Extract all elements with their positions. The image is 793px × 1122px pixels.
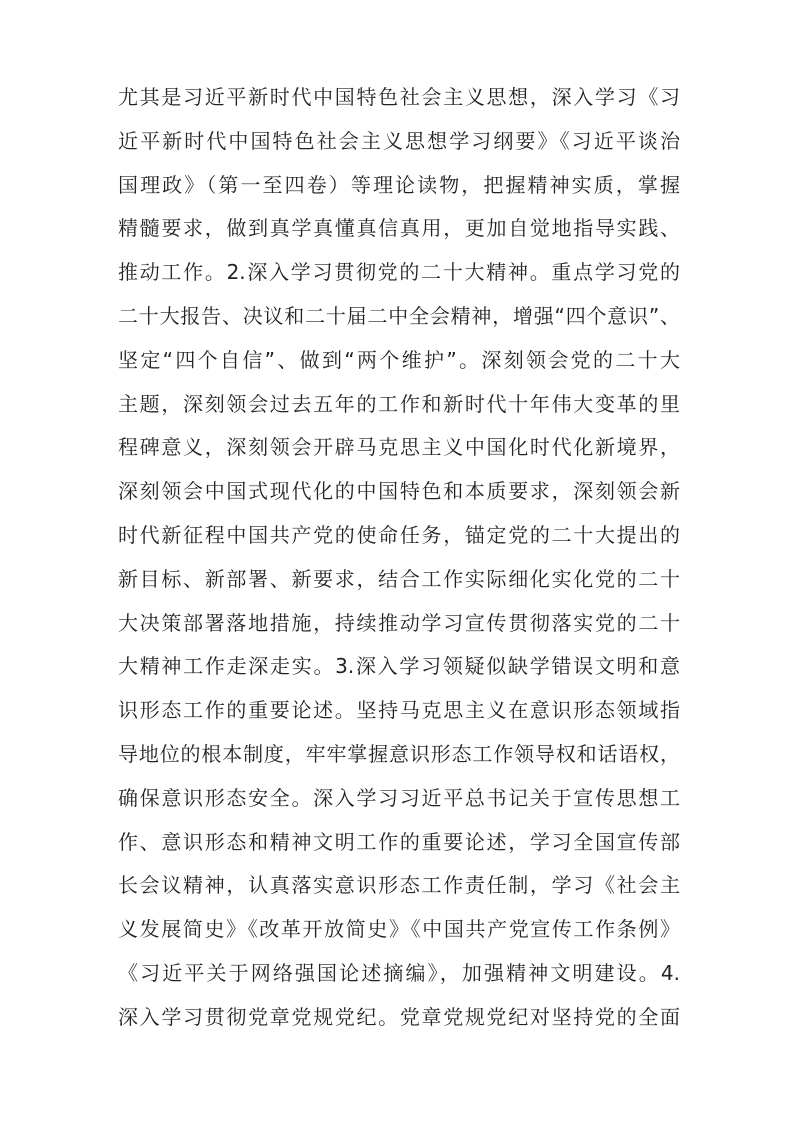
text-line: 二十大报告、决议和二十届二中全会精神，增强“四个意识”、: [118, 303, 680, 328]
text-line: 确保意识形态安全。深入学习习近平总书记关于宣传思想工: [118, 785, 680, 810]
text-line: 推动工作。2.深入学习贯彻党的二十大精神。重点学习党的: [118, 260, 680, 285]
text-line: 义发展简史》《改革开放简史》《中国共产党宣传工作条例》: [118, 917, 680, 942]
text-line: 深刻领会中国式现代化的中国特色和本质要求，深刻领会新: [118, 479, 680, 504]
text-line: 时代新征程中国共产党的使命任务，锚定党的二十大提出的: [118, 522, 680, 547]
text-line: 作、意识形态和精神文明工作的重要论述，学习全国宣传部: [118, 829, 680, 854]
text-line: 长会议精神，认真落实意识形态工作责任制，学习《社会主: [118, 873, 680, 898]
text-line: 国理政》（第一至四卷）等理论读物，把握精神实质，掌握: [118, 172, 680, 197]
text-line: 《习近平关于网络强国论述摘编》，加强精神文明建设。4.: [118, 960, 680, 985]
text-line: 精髓要求，做到真学真懂真信真用，更加自觉地指导实践、: [118, 216, 680, 241]
text-line: 新目标、新部署、新要求，结合工作实际细化实化党的二十: [118, 566, 680, 591]
text-line: 尤其是习近平新时代中国特色社会主义思想，深入学习《习: [118, 85, 680, 109]
text-line: 深入学习贯彻党章党规党纪。党章党规党纪对坚持党的全面: [118, 1004, 680, 1029]
text-line: 识形态工作的重要论述。坚持马克思主义在意识形态领域指: [118, 698, 680, 723]
text-line: 主题，深刻领会过去五年的工作和新时代十年伟大变革的里: [118, 391, 680, 416]
text-line: 大决策部署落地措施，持续推动学习宣传贯彻落实党的二十: [118, 610, 680, 635]
text-line: 坚定“四个自信”、做到“两个维护”。深刻领会党的二十大: [118, 347, 680, 372]
document-body: [118, 76, 680, 1040]
text-line: 大精神工作走深走实。3.深入学习领疑似缺学错误文明和意: [118, 654, 680, 679]
text-line: 程碑意义，深刻领会开辟马克思主义中国化时代化新境界，: [118, 435, 680, 460]
text-line: 近平新时代中国特色社会主义思想学习纲要》《习近平谈治: [118, 128, 680, 153]
text-line: 导地位的根本制度，牢牢掌握意识形态工作领导权和话语权，: [118, 741, 680, 766]
